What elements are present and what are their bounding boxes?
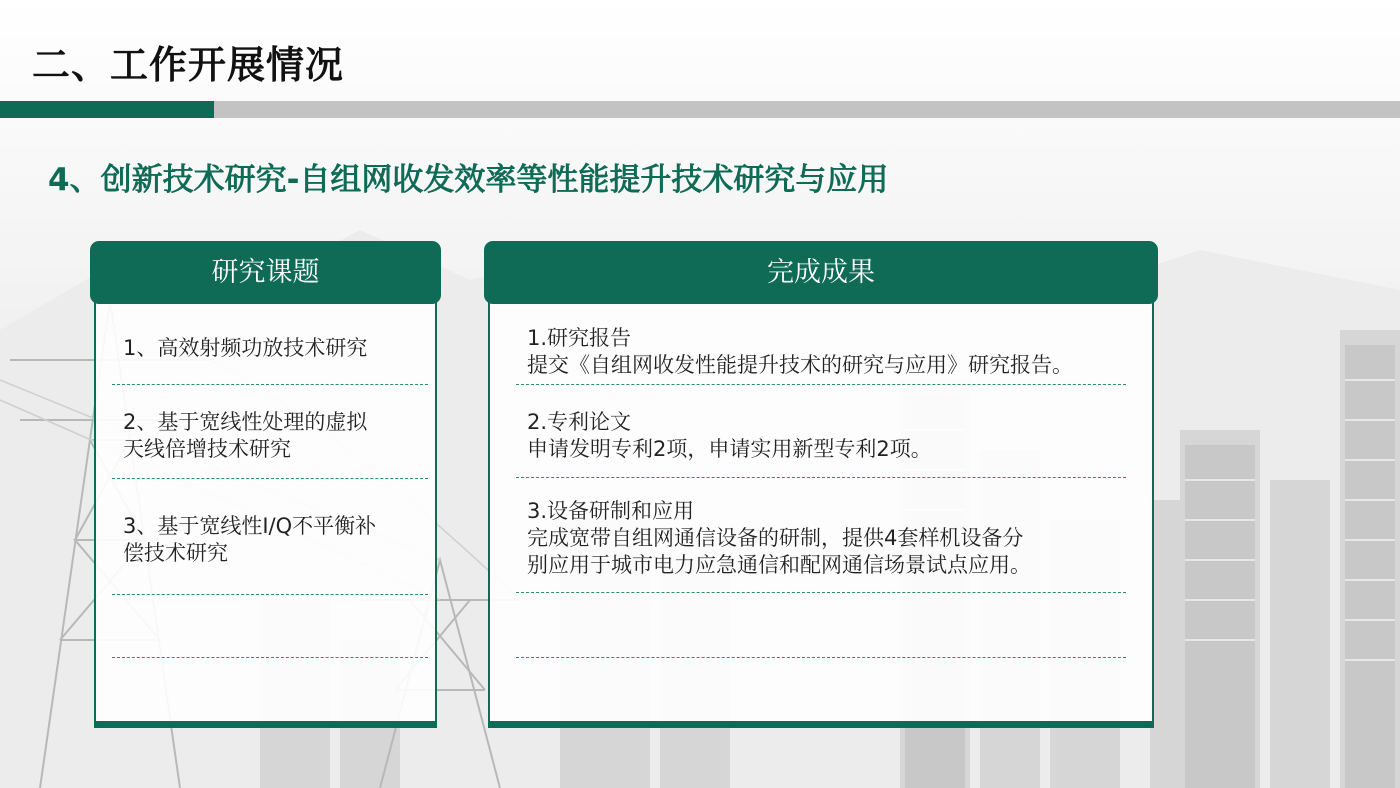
- topic-item-3-line-2: 偿技术研究: [123, 541, 228, 565]
- title-bar-accent: [0, 101, 214, 118]
- result-divider-1: [516, 384, 1126, 385]
- result-item-3-line-2: 完成宽带自组网通信设备的研制，提供4套样机设备分: [527, 526, 1024, 550]
- topic-item-1-line-1: 1、高效射频功放技术研究: [123, 336, 368, 360]
- results-panel: [484, 241, 1158, 728]
- title-bar-track: [214, 101, 1400, 118]
- result-item-3-line-3: 别应用于城市电力应急通信和配网通信场景试点应用。: [527, 553, 1031, 577]
- result-item-1-line-1: 1.研究报告: [527, 326, 632, 350]
- result-divider-2: [516, 477, 1126, 478]
- research-topics-heading: 研究课题: [90, 241, 441, 304]
- research-topics-panel: [90, 241, 441, 728]
- topic-item-3: [123, 513, 376, 567]
- result-divider-4: [516, 657, 1126, 658]
- topic-item-3-line-1: 3、基于宽线性I/Q不平衡补: [123, 514, 377, 538]
- topic-divider-4: [112, 657, 428, 658]
- topic-divider-3: [112, 594, 428, 595]
- page-title: 二、工作开展情况: [32, 43, 345, 87]
- topic-divider-2: [112, 478, 428, 479]
- topic-item-2-line-1: 2、基于宽线性处理的虚拟: [123, 410, 368, 434]
- result-item-1-line-2: 提交《自组网收发性能提升技术的研究与应用》研究报告。: [527, 353, 1073, 377]
- result-item-3: [527, 498, 1031, 579]
- topic-item-2-line-2: 天线倍增技术研究: [123, 437, 291, 461]
- topic-item-1: [123, 335, 367, 362]
- result-item-2-line-2: 申请发明专利2项，申请实用新型专利2项。: [527, 437, 932, 461]
- results-heading: 完成成果: [484, 241, 1158, 304]
- result-item-1: [527, 325, 1073, 379]
- result-item-2-line-1: 2.专利论文: [527, 410, 632, 434]
- topic-divider-1: [112, 384, 428, 385]
- result-item-2: [527, 409, 932, 463]
- result-item-3-line-1: 3.设备研制和应用: [527, 499, 695, 523]
- section-title: 4、创新技术研究-自组网收发效率等性能提升技术研究与应用: [48, 162, 889, 198]
- topic-item-2: [123, 409, 367, 463]
- title-underline-bar: [0, 101, 1400, 118]
- result-divider-3: [516, 592, 1126, 593]
